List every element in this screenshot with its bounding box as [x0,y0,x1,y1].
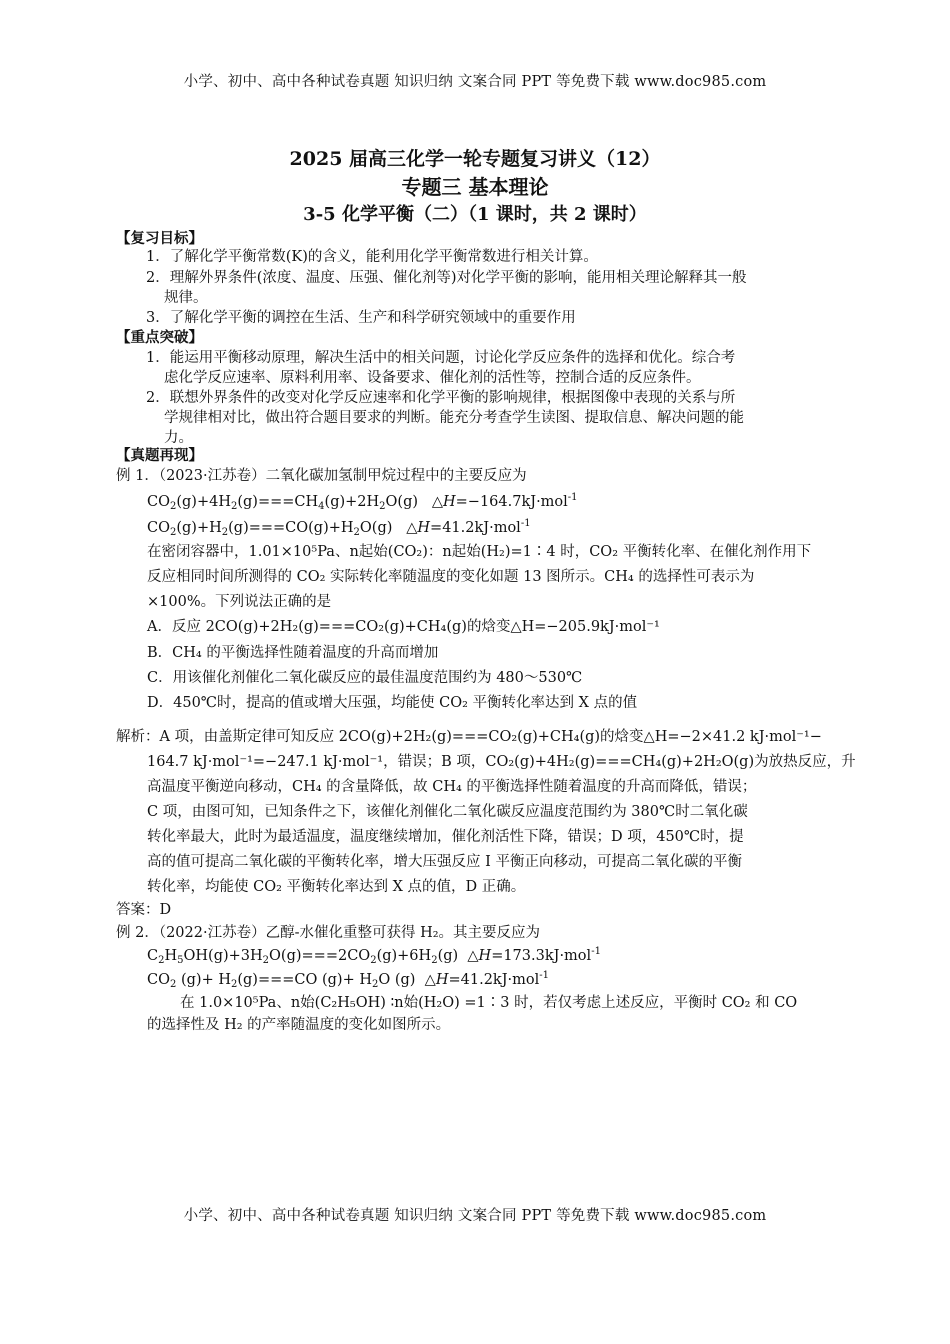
example-1-para-3: ×100%。下列说法正确的是 [147,594,332,610]
focus-item-2-cont: 学规律相对比，做出符合题目要求的判断。能充分考查学生读图、提取信息、解决问题的能 [164,410,744,426]
page-header: 小学、初中、高中各种试卷真题 知识归纳 文案合同 PPT 等免费下载 www.doc985.com [183,74,767,90]
review-item-2: 2．理解外界条件(浓度、温度、压强、催化剂等)对化学平衡的影响，能用相关理论解释其一般 [146,270,747,286]
real-heading: 【真题再现】 [116,447,203,464]
review-item-1: 1．了解化学平衡常数(K)的含义，能利用化学平衡常数进行相关计算。 [146,249,598,265]
example-1-para-1: 在密闭容器中，1.01×10⁵Pa、n起始(CO₂)：n起始(H₂)=1∶4 时，CO₂ 平衡转化率、在催化剂作用下 [147,544,812,560]
focus-item-2-cont2: 力。 [164,430,193,446]
example-2-intro: 例 2．（2022·江苏卷）乙醇-水催化重整可获得 H₂。其主要反应为 [116,925,541,941]
focus-item-1-cont: 虑化学反应速率、原料利用率、设备要求、催化剂的活性等，控制合适的反应条件。 [164,370,701,386]
page-footer: 小学、初中、高中各种试卷真题 知识归纳 文案合同 PPT 等免费下载 www.doc985.com [183,1208,767,1224]
answer: 答案：D [116,902,172,918]
example-1-equation-2: $CO_2(g)+H_2(g)===CO(g)+H_2O(g)$ △H=41.2kJ·mol$^{-1}$ [147,518,531,538]
example-2-equation-1: $C_2H_5OH(g)+3H_2O(g)===2CO_2(g)+6H_2(g)$ △H=173.3kJ·mol$^{-1}$ [147,946,601,966]
analysis-line-2: 164.7 kJ·mol⁻¹=−247.1 kJ·mol⁻¹，错误；B 项，CO₂(g)+4H₂(g)===CH₄(g)+2H₂O(g)为放热反应，升 [147,754,856,770]
example-2-equation-2: $CO_2$ $(g)+ H_2(g)===CO$ $(g)+ H_2O$ (g) △H=41.2kJ·mol$^{-1}$ [147,970,549,990]
doc-title: 2025 届高三化学一轮专题复习讲义（12） [289,148,661,170]
analysis-line-4: C 项，由图可知，已知条件之下，该催化剂催化二氧化碳反应温度范围约为 380℃时二氧化碳 [147,804,748,820]
analysis-line-3: 高温度平衡逆向移动，CH₄ 的含量降低，故 CH₄ 的平衡选择性随着温度的升高而降低，错误； [147,779,757,795]
example-1-option-c: C．用该催化剂催化二氧化碳反应的最佳温度范围约为 480～530℃ [147,670,583,686]
review-item-3: 3．了解化学平衡的调控在生活、生产和科学研究领域中的重要作用 [146,310,576,326]
doc-lesson-title: 3-5 化学平衡（二）（1 课时，共 2 课时） [303,204,647,225]
analysis-line-1: 解析：A 项，由盖斯定律可知反应 2CO(g)+2H₂(g)===CO₂(g)+CH₄(g)的焓变△H=−2×41.2 kJ·mol⁻¹− [116,729,822,745]
focus-item-1: 1．能运用平衡移动原理，解决生活中的相关问题，讨论化学反应条件的选择和优化。综合考 [146,350,736,366]
example-1-option-d: D．450℃时，提高的值或增大压强，均能使 CO₂ 平衡转化率达到 X 点的值 [147,695,638,711]
example-1-option-b: B．CH₄ 的平衡选择性随着温度的升高而增加 [147,645,439,661]
review-item-2-cont: 规律。 [164,290,208,306]
doc-subtitle: 专题三 基本理论 [401,175,549,199]
example-2-para-1: 在 1.0×10⁵Pa、n始(C₂H₅OH) ∶n始(H₂O) =1∶3 时，若仅考虑上述反应，平衡时 CO₂ 和 CO [180,995,798,1011]
example-1-para-2: 反应相同时间所测得的 CO₂ 实际转化率随温度的变化如题 13 图所示。CH₄ 的选择性可表示为 [147,569,755,585]
example-1-option-a: A．反应 2CO(g)+2H₂(g)===CO₂(g)+CH₄(g)的焓变△H=−205.9kJ·mol⁻¹ [147,619,660,635]
example-1-intro: 例 1．（2023·江苏卷）二氧化碳加氢制甲烷过程中的主要反应为 [116,468,527,484]
analysis-line-7: 转化率，均能使 CO₂ 平衡转化率达到 X 点的值，D 正确。 [147,879,526,895]
example-2-para-2: 的选择性及 H₂ 的产率随温度的变化如图所示。 [147,1017,451,1033]
example-1-equation-1: $CO_2(g)+4H_2(g)===CH_4(g)+2H_2O(g)$ △H=−164.7kJ·mol$^{-1}$ [147,492,578,512]
analysis-line-6: 高的值可提高二氧化碳的平衡转化率，增大压强反应 I 平衡正向移动，可提高二氧化碳的平衡 [147,854,742,870]
focus-heading: 【重点突破】 [116,329,203,346]
focus-item-2: 2．联想外界条件的改变对化学反应速率和化学平衡的影响规律，根据图像中表现的关系与所 [146,390,736,406]
analysis-line-5: 转化率最大，此时为最适温度，温度继续增加，催化剂活性下降，错误；D 项，450℃时，提 [147,829,744,845]
review-heading: 【复习目标】 [116,230,203,247]
